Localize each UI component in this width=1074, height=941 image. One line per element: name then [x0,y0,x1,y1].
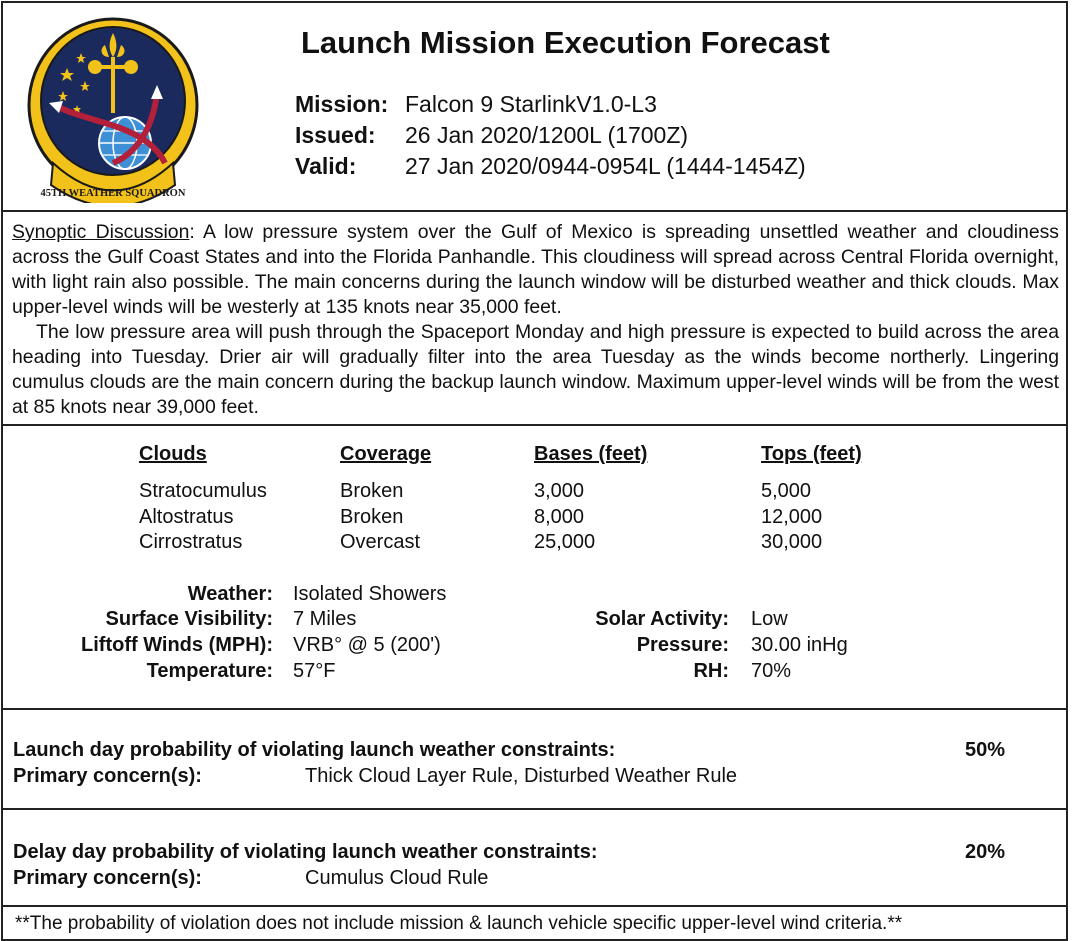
rh-label: RH: [693,660,729,682]
divider [3,210,1066,212]
delay-day-concern-value: Cumulus Cloud Rule [305,867,489,889]
footnote: **The probability of violation does not include mission & launch vehicle specific upper-level wind criteria.** [15,913,903,934]
cloud-top: 30,000 [761,531,823,553]
temperature-value: 57°F [293,660,336,682]
weather-label: Weather: [187,583,273,605]
emblem-banner-text: 45TH WEATHER SQUADRON [40,188,186,199]
pressure-label: Pressure: [636,634,729,656]
launch-day-concern-label: Primary concern(s): [13,765,202,787]
synoptic-paragraph-2: The low pressure area will push through the Spaceport Monday and high pressure is expected to build across the area heading into Tuesday. Drier air will gradually filter into the area Tuesday as the winds become northerly. Lingering cumulus clouds are the main concern during the backup launch window. Maximum upper-level winds will be from the west at 85 knots near 39,000 feet. [12,321,1059,418]
document-title: Launch Mission Execution Forecast [301,25,830,60]
delay-day-concern-label: Primary concern(s): [13,867,202,889]
bases-header: Bases (feet) [534,443,648,465]
valid-row [295,153,806,180]
synoptic-paragraph-1: A low pressure system over the Gulf of Mexico is spreading unsettled weather and cloudiness across the Gulf Coast States and into the Florida Panhandle. This cloudiness will spread across Central Florida overnight, with light rain also possible. The main concerns during the launch window will be disturbed weather and thick clouds. Max upper-level winds will be westerly at 135 knots near 35,000 feet. [12,221,1059,318]
clouds-header: Clouds [139,443,207,465]
tops-header: Tops (feet) [761,443,862,465]
valid-value: 27 Jan 2020/0944-0954L (1444-1454Z) [405,153,806,179]
cloud-top: 12,000 [761,506,823,528]
divider [3,905,1066,907]
cloud-top: 5,000 [761,480,812,502]
liftoff-winds-value: VRB° @ 5 (200') [293,634,441,656]
divider [3,708,1066,710]
temperature-label: Temperature: [146,660,273,682]
divider [3,424,1066,426]
weather-value: Isolated Showers [293,583,447,605]
pressure-value: 30.00 inHg [751,634,848,656]
solar-activity-value: Low [751,608,788,630]
launch-day-probability: 50% [965,739,1006,761]
cloud-base: 3,000 [534,480,585,502]
launch-day-concern-value: Thick Cloud Layer Rule, Disturbed Weather Rule [305,765,738,787]
forecast-document [1,1,1068,941]
visibility-label: Surface Visibility: [105,608,273,630]
cloud-base: 8,000 [534,506,585,528]
mission-row [295,91,657,118]
cloud-type: Stratocumulus [139,480,267,502]
issued-row [295,122,689,149]
mission-label: Mission: [295,91,389,117]
issued-value: 26 Jan 2020/1200L (1700Z) [405,122,689,148]
cloud-coverage: Broken [340,480,404,502]
mission-value: Falcon 9 StarlinkV1.0-L3 [405,91,657,117]
issued-label: Issued: [295,122,376,148]
liftoff-winds-label: Liftoff Winds (MPH): [81,634,273,656]
valid-label: Valid: [295,153,357,179]
squadron-emblem-icon [25,13,201,203]
launch-day-heading: Launch day probability of violating launch weather constraints: [13,739,616,761]
cloud-coverage: Overcast [340,531,421,553]
cloud-type: Cirrostratus [139,531,243,553]
synoptic-label: Synoptic Discussion [12,221,190,243]
cloud-base: 25,000 [534,531,596,553]
rh-value: 70% [751,660,792,682]
visibility-value: 7 Miles [293,608,357,630]
cloud-type: Altostratus [139,506,234,528]
divider [3,808,1066,810]
solar-activity-label: Solar Activity: [595,608,729,630]
delay-day-probability: 20% [965,841,1006,863]
cloud-coverage: Broken [340,506,404,528]
coverage-header: Coverage [340,443,432,465]
delay-day-heading: Delay day probability of violating launch weather constraints: [13,841,598,863]
synoptic-discussion: Synoptic Discussion: A low pressure system over the Gulf of Mexico is spreading unsettled weather and cloudiness across the Gulf Coast States and into the Florida Panhandle. This cloudiness will spread across Central Florida overnight, with light rain also possible. The main concerns during the launch window will be disturbed weather and thick clouds. Max upper-level winds will be westerly at 135 knots near 35,000 feet. The low pressure area will push through the Spaceport Monday and high pressure is expected to build across the area heading into Tuesday. Drier air will gradually filter into the area Tuesday as the winds become northerly. Lingering cumulus clouds are the main concern during the backup launch window. Maximum upper-level winds will be from the west at 85 knots near 39,000 feet. [12,221,1059,418]
